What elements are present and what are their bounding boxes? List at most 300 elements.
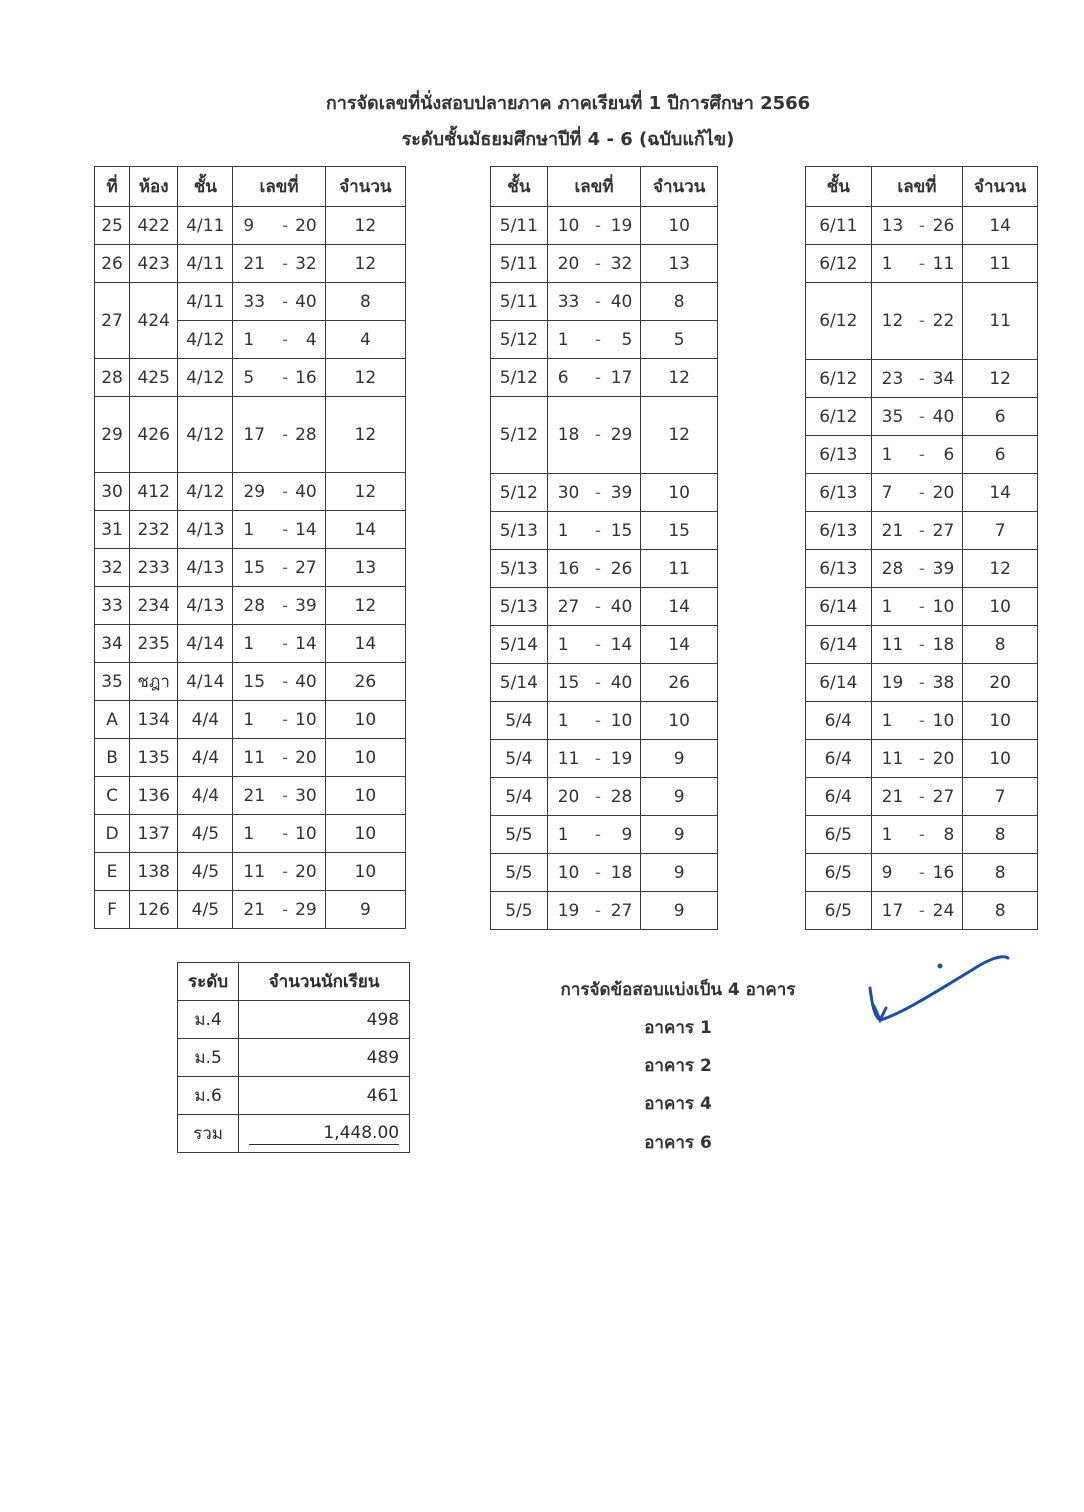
cell-seat-to: 16 — [929, 854, 963, 892]
cell-seat-to: 39 — [605, 474, 641, 512]
cell-room: 134 — [130, 701, 178, 739]
range-dash: - — [591, 778, 605, 816]
summary-count: 461 — [239, 1077, 410, 1115]
cell-seat-to: 40 — [605, 664, 641, 702]
table-row — [806, 398, 1038, 436]
range-dash: - — [915, 854, 929, 892]
cell-class: 5/5 — [491, 892, 548, 930]
cell-class: 4/5 — [178, 891, 233, 929]
cell-count: 13 — [641, 245, 718, 283]
cell-seat-from: 11 — [871, 740, 915, 778]
cell-class: 4/11 — [178, 283, 233, 321]
cell-class: 6/14 — [806, 664, 872, 702]
cell-seat-to: 26 — [605, 550, 641, 588]
table-row — [806, 588, 1038, 626]
summary-row — [178, 1001, 410, 1039]
table-row — [491, 550, 718, 588]
building-item: อาคาร 6 — [644, 1133, 712, 1153]
table-row — [491, 512, 718, 550]
summary-count: 498 — [239, 1001, 410, 1039]
grade4-seating-table — [94, 166, 406, 929]
cell-no: F — [95, 891, 130, 929]
cell-seat-to: 14 — [291, 511, 325, 549]
range-dash: - — [915, 816, 929, 854]
cell-count: 12 — [325, 207, 405, 245]
cell-class: 5/13 — [491, 512, 548, 550]
cell-count: 8 — [963, 854, 1038, 892]
cell-seat-from: 13 — [871, 207, 915, 245]
cell-count: 8 — [963, 626, 1038, 664]
table-row — [95, 397, 406, 473]
range-dash: - — [591, 626, 605, 664]
cell-count: 12 — [963, 360, 1038, 398]
range-dash: - — [591, 321, 605, 359]
cell-count: 14 — [641, 588, 718, 626]
cell-seat-from: 1 — [871, 816, 915, 854]
cell-class: 5/5 — [491, 816, 548, 854]
cell-seat-to: 20 — [291, 207, 325, 245]
cell-no: 35 — [95, 663, 130, 701]
cell-no: 33 — [95, 587, 130, 625]
cell-class: 4/4 — [178, 701, 233, 739]
cell-count: 10 — [325, 815, 405, 853]
cell-class: 6/12 — [806, 245, 872, 283]
table-row — [95, 207, 406, 245]
cell-class: 6/4 — [806, 778, 872, 816]
cell-room: 235 — [130, 625, 178, 663]
cell-seat-from: 1 — [547, 816, 591, 854]
cell-room: 423 — [130, 245, 178, 283]
range-dash: - — [915, 474, 929, 512]
cell-no: 27 — [95, 283, 130, 359]
range-dash: - — [915, 207, 929, 245]
table-row — [806, 550, 1038, 588]
table-row — [806, 245, 1038, 283]
cell-count: 11 — [641, 550, 718, 588]
cell-seat-from: 9 — [233, 207, 279, 245]
cell-count: 9 — [641, 778, 718, 816]
table-row — [491, 778, 718, 816]
range-dash: - — [591, 588, 605, 626]
col-header-count: จำนวน — [641, 167, 718, 207]
cell-class: 6/13 — [806, 512, 872, 550]
cell-seat-from: 1 — [233, 511, 279, 549]
cell-count: 14 — [963, 474, 1038, 512]
table-row — [95, 701, 406, 739]
cell-count: 14 — [325, 511, 405, 549]
cell-seat-to: 10 — [929, 702, 963, 740]
table-row — [491, 702, 718, 740]
cell-seat-from: 28 — [233, 587, 279, 625]
cell-count: 12 — [641, 359, 718, 397]
cell-count: 12 — [641, 397, 718, 474]
cell-seat-from: 28 — [871, 550, 915, 588]
range-dash: - — [279, 815, 291, 853]
cell-seat-from: 5 — [233, 359, 279, 397]
cell-seat-from: 1 — [233, 321, 279, 359]
cell-room: 422 — [130, 207, 178, 245]
range-dash: - — [591, 359, 605, 397]
grade6-seating-table — [805, 166, 1038, 930]
cell-seat-to: 28 — [605, 778, 641, 816]
cell-class: 6/5 — [806, 854, 872, 892]
range-dash: - — [591, 816, 605, 854]
cell-class: 4/5 — [178, 815, 233, 853]
table-row — [95, 359, 406, 397]
cell-seat-from: 33 — [547, 283, 591, 321]
cell-count: 20 — [963, 664, 1038, 702]
range-dash: - — [279, 549, 291, 587]
cell-count: 6 — [963, 436, 1038, 474]
range-dash: - — [279, 283, 291, 321]
range-dash: - — [915, 588, 929, 626]
cell-seat-to: 19 — [605, 740, 641, 778]
col-header-count: จำนวน — [325, 167, 405, 207]
cell-seat-from: 7 — [871, 474, 915, 512]
cell-seat-to: 26 — [929, 207, 963, 245]
cell-count: 9 — [641, 816, 718, 854]
table-row — [806, 474, 1038, 512]
cell-seat-to: 29 — [291, 891, 325, 929]
cell-seat-to: 10 — [291, 701, 325, 739]
cell-seat-from: 30 — [547, 474, 591, 512]
cell-seat-to: 17 — [605, 359, 641, 397]
cell-seat-from: 17 — [233, 397, 279, 473]
cell-count: 10 — [641, 702, 718, 740]
student-summary-table — [177, 962, 410, 1153]
cell-seat-from: 18 — [547, 397, 591, 474]
cell-seat-from: 20 — [547, 245, 591, 283]
table-row — [95, 739, 406, 777]
table-row — [491, 207, 718, 245]
building-item: อาคาร 4 — [644, 1094, 712, 1114]
grade5-seating-table — [490, 166, 718, 930]
cell-count: 10 — [963, 702, 1038, 740]
table-row — [491, 740, 718, 778]
cell-class: 5/4 — [491, 702, 548, 740]
table-row — [806, 626, 1038, 664]
cell-count: 11 — [963, 245, 1038, 283]
cell-no: D — [95, 815, 130, 853]
col-header-seat-range: เลขที่ — [233, 167, 325, 207]
cell-seat-from: 1 — [871, 245, 915, 283]
range-dash: - — [279, 359, 291, 397]
cell-seat-to: 24 — [929, 892, 963, 930]
cell-seat-from: 1 — [233, 815, 279, 853]
document-subtitle: ระดับชั้นมัธยมศึกษาปีที่ 4 - 6 (ฉบับแก้ไข) — [401, 129, 735, 150]
range-dash: - — [591, 283, 605, 321]
cell-class: 6/13 — [806, 474, 872, 512]
cell-seat-to: 10 — [929, 588, 963, 626]
cell-class: 4/13 — [178, 549, 233, 587]
cell-class: 5/13 — [491, 588, 548, 626]
cell-count: 12 — [325, 245, 405, 283]
table-row — [95, 549, 406, 587]
cell-count: 12 — [325, 473, 405, 511]
cell-seat-to: 20 — [929, 474, 963, 512]
summary-total-label: รวม — [178, 1115, 239, 1153]
table-row — [491, 474, 718, 512]
table-row — [491, 283, 718, 321]
range-dash: - — [915, 283, 929, 360]
cell-count: 10 — [641, 474, 718, 512]
cell-count: 8 — [325, 283, 405, 321]
cell-count: 26 — [325, 663, 405, 701]
range-dash: - — [915, 512, 929, 550]
cell-class: 4/12 — [178, 321, 233, 359]
cell-count: 10 — [325, 777, 405, 815]
cell-seat-from: 33 — [233, 283, 279, 321]
table-row — [491, 397, 718, 474]
table-row — [806, 778, 1038, 816]
col-header-no: ที่ — [95, 167, 130, 207]
cell-count: 15 — [641, 512, 718, 550]
table-row — [806, 283, 1038, 360]
summary-row — [178, 1077, 410, 1115]
cell-seat-from: 1 — [871, 702, 915, 740]
cell-class: 5/4 — [491, 778, 548, 816]
cell-seat-to: 30 — [291, 777, 325, 815]
cell-seat-to: 11 — [929, 245, 963, 283]
cell-count: 4 — [325, 321, 405, 359]
cell-count: 5 — [641, 321, 718, 359]
cell-class: 5/5 — [491, 854, 548, 892]
cell-class: 5/11 — [491, 283, 548, 321]
cell-seat-to: 29 — [605, 397, 641, 474]
cell-count: 12 — [325, 397, 405, 473]
cell-count: 7 — [963, 512, 1038, 550]
range-dash: - — [915, 626, 929, 664]
cell-class: 6/5 — [806, 816, 872, 854]
cell-seat-from: 11 — [871, 626, 915, 664]
table-row — [95, 511, 406, 549]
cell-class: 5/12 — [491, 397, 548, 474]
cell-count: 12 — [325, 587, 405, 625]
cell-no: 25 — [95, 207, 130, 245]
table-row — [806, 436, 1038, 474]
cell-seat-to: 40 — [605, 283, 641, 321]
table-row — [806, 664, 1038, 702]
col-header-seat-range: เลขที่ — [547, 167, 641, 207]
range-dash: - — [279, 853, 291, 891]
cell-no: E — [95, 853, 130, 891]
cell-seat-to: 40 — [929, 398, 963, 436]
range-dash: - — [279, 245, 291, 283]
cell-no: 29 — [95, 397, 130, 473]
cell-class: 6/5 — [806, 892, 872, 930]
summary-level: ม.6 — [178, 1077, 239, 1115]
range-dash: - — [279, 397, 291, 473]
cell-class: 5/12 — [491, 474, 548, 512]
cell-count: 10 — [963, 740, 1038, 778]
cell-room: 232 — [130, 511, 178, 549]
cell-class: 5/14 — [491, 626, 548, 664]
cell-room: 425 — [130, 359, 178, 397]
cell-class: 6/14 — [806, 588, 872, 626]
cell-seat-from: 21 — [233, 245, 279, 283]
range-dash: - — [279, 207, 291, 245]
table-row — [491, 816, 718, 854]
cell-count: 14 — [641, 626, 718, 664]
cell-seat-from: 1 — [547, 626, 591, 664]
col-header-room: ห้อง — [130, 167, 178, 207]
table-row — [491, 626, 718, 664]
range-dash: - — [915, 398, 929, 436]
summary-total-value: 1,448.00 — [249, 1123, 399, 1145]
summary-header-level: ระดับ — [178, 963, 239, 1001]
table-row — [95, 587, 406, 625]
range-dash: - — [279, 701, 291, 739]
col-header-seat-range: เลขที่ — [871, 167, 963, 207]
cell-count: 13 — [325, 549, 405, 587]
cell-count: 14 — [325, 625, 405, 663]
cell-count: 8 — [963, 892, 1038, 930]
cell-count: 26 — [641, 664, 718, 702]
cell-seat-to: 27 — [929, 512, 963, 550]
cell-seat-from: 21 — [871, 512, 915, 550]
cell-no: 28 — [95, 359, 130, 397]
cell-seat-from: 16 — [547, 550, 591, 588]
range-dash: - — [279, 891, 291, 929]
cell-seat-from: 1 — [871, 436, 915, 474]
table-row — [491, 321, 718, 359]
range-dash: - — [591, 207, 605, 245]
cell-seat-to: 4 — [291, 321, 325, 359]
cell-seat-to: 8 — [929, 816, 963, 854]
cell-seat-to: 5 — [605, 321, 641, 359]
cell-room: 412 — [130, 473, 178, 511]
cell-count: 9 — [325, 891, 405, 929]
cell-class: 5/4 — [491, 740, 548, 778]
cell-seat-from: 21 — [871, 778, 915, 816]
cell-seat-from: 15 — [233, 549, 279, 587]
building-item: อาคาร 2 — [644, 1056, 712, 1076]
table-row — [806, 207, 1038, 245]
range-dash: - — [279, 663, 291, 701]
cell-no: 34 — [95, 625, 130, 663]
cell-seat-to: 14 — [605, 626, 641, 664]
cell-seat-from: 15 — [233, 663, 279, 701]
range-dash: - — [915, 436, 929, 474]
table-row — [491, 245, 718, 283]
cell-seat-to: 6 — [929, 436, 963, 474]
cell-no: C — [95, 777, 130, 815]
cell-seat-to: 27 — [929, 778, 963, 816]
cell-class: 5/12 — [491, 359, 548, 397]
table-row — [491, 892, 718, 930]
range-dash: - — [279, 739, 291, 777]
cell-room: ชฎา — [130, 663, 178, 701]
cell-seat-to: 34 — [929, 360, 963, 398]
summary-row — [178, 1039, 410, 1077]
summary-level: ม.4 — [178, 1001, 239, 1039]
cell-count: 8 — [641, 283, 718, 321]
cell-seat-to: 16 — [291, 359, 325, 397]
cell-seat-to: 40 — [291, 663, 325, 701]
range-dash: - — [591, 740, 605, 778]
cell-class: 6/4 — [806, 702, 872, 740]
cell-count: 7 — [963, 778, 1038, 816]
cell-seat-from: 1 — [233, 625, 279, 663]
range-dash: - — [915, 664, 929, 702]
summary-total-row — [178, 1115, 410, 1153]
table-row — [95, 283, 406, 321]
cell-seat-to: 18 — [929, 626, 963, 664]
cell-room: 233 — [130, 549, 178, 587]
cell-seat-from: 11 — [233, 739, 279, 777]
cell-seat-to: 38 — [929, 664, 963, 702]
cell-seat-to: 40 — [291, 473, 325, 511]
cell-room: 136 — [130, 777, 178, 815]
cell-seat-to: 32 — [605, 245, 641, 283]
cell-class: 6/12 — [806, 360, 872, 398]
cell-seat-from: 10 — [547, 854, 591, 892]
range-dash: - — [279, 511, 291, 549]
table-row — [95, 891, 406, 929]
cell-class: 6/12 — [806, 283, 872, 360]
cell-seat-from: 9 — [871, 854, 915, 892]
summary-header-students: จำนวนนักเรียน — [239, 963, 410, 1001]
range-dash: - — [279, 625, 291, 663]
cell-class: 4/13 — [178, 511, 233, 549]
cell-room: 135 — [130, 739, 178, 777]
signature-checkmark-icon — [862, 948, 1022, 1038]
table-row — [95, 815, 406, 853]
cell-seat-from: 11 — [547, 740, 591, 778]
table-row — [95, 473, 406, 511]
range-dash: - — [279, 587, 291, 625]
table-row — [491, 359, 718, 397]
cell-class: 5/11 — [491, 245, 548, 283]
cell-class: 4/4 — [178, 777, 233, 815]
cell-seat-from: 21 — [233, 777, 279, 815]
range-dash: - — [915, 550, 929, 588]
cell-seat-from: 15 — [547, 664, 591, 702]
cell-class: 4/14 — [178, 625, 233, 663]
cell-class: 6/4 — [806, 740, 872, 778]
cell-seat-from: 12 — [871, 283, 915, 360]
cell-count: 14 — [963, 207, 1038, 245]
cell-seat-from: 1 — [547, 512, 591, 550]
col-header-count: จำนวน — [963, 167, 1038, 207]
cell-seat-to: 40 — [605, 588, 641, 626]
document-title: การจัดเลขที่นั่งสอบปลายภาค ภาคเรียนที่ 1 ปีการศึกษา 2566 — [325, 93, 811, 114]
cell-seat-to: 20 — [929, 740, 963, 778]
cell-seat-to: 18 — [605, 854, 641, 892]
cell-count: 9 — [641, 892, 718, 930]
cell-seat-to: 39 — [291, 587, 325, 625]
range-dash: - — [915, 740, 929, 778]
cell-seat-to: 20 — [291, 853, 325, 891]
cell-seat-from: 1 — [871, 588, 915, 626]
cell-room: 424 — [130, 283, 178, 359]
table-row — [491, 664, 718, 702]
cell-no: B — [95, 739, 130, 777]
range-dash: - — [915, 702, 929, 740]
cell-seat-from: 29 — [233, 473, 279, 511]
table-row — [806, 702, 1038, 740]
range-dash: - — [591, 397, 605, 474]
cell-class: 4/13 — [178, 587, 233, 625]
table-row — [806, 512, 1038, 550]
cell-class: 6/13 — [806, 436, 872, 474]
cell-count: 10 — [325, 701, 405, 739]
cell-no: A — [95, 701, 130, 739]
range-dash: - — [915, 778, 929, 816]
summary-count: 489 — [239, 1039, 410, 1077]
cell-room: 138 — [130, 853, 178, 891]
cell-count: 9 — [641, 854, 718, 892]
